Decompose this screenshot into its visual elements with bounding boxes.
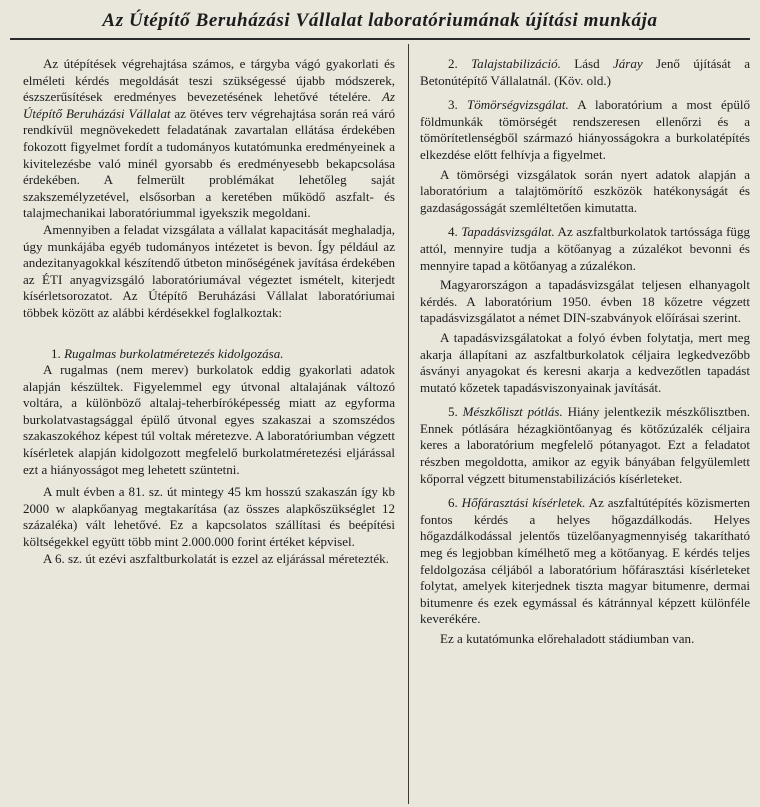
savings-paragraph: A mult évben a 81. sz. út mintegy 45 km hosszú szakaszán így kb 2000 w alapkőanyag megtakarítása (az összes alapkőszükséglet 12 százaléka) vált lehetővé. Ez a kapcsolatos szállítasi és beépítési költségekkel együtt több mint 2.000.000 forint értéket képvisel.: [23, 484, 395, 550]
road-6-paragraph: A 6. sz. út ezévi aszfaltburkolatát is ezzel az eljárással méretezték.: [43, 550, 389, 566]
intro-text-a: Az útépítések végrehajtása számos, e tárgyba vágó gyakorlati és elméleti kérdés megoldását teszi szükségessé újabb módszerek, észszerűsítések eredményes bevezetésének lehetővé tételére.: [23, 56, 395, 105]
section-4-number: 4.: [448, 224, 458, 240]
section-3-text: A laboratórium a most épülő földmunkák tömörségét rendszeresen ellenőrzi és a tömörítetlenségből származó hiányosságokra a burkolatépítés elkezdése előtt felhívja a figyelmet.: [420, 97, 750, 162]
section-4-title: Tapadásvizsgálat.: [461, 224, 555, 240]
section-3-number: 3.: [448, 97, 458, 113]
column-divider: [408, 44, 409, 804]
right-column: [420, 56, 750, 648]
closing-paragraph: Ez a kutatómunka előrehaladott stádiumban van.: [440, 631, 695, 646]
section-6-text: Az aszfaltútépítés közismerten fontos kérdés a helyes hőgazdálkodás. Helyes hőgazdálkodással jelentős tüzelőanyagmennyiség takarítható meg és legjobban kímélhető meg a kötőanyag. E kérdés teljes feldolgozása céljából a laboratórium hőfárasztási kísérleteket folytat, amelyek kiterjednek tiszta magyar bitumenre, dermai bitumenre és ezek egymással és kátránnyal képzett különféle keverékére.: [420, 495, 750, 627]
title-rule: [10, 38, 750, 40]
section-4: [420, 224, 750, 274]
company-name: Az Útépítő Beruházási Vállalat: [23, 89, 395, 121]
section-6-title: Hőfárasztási kísérletek.: [461, 495, 586, 511]
compaction-results-paragraph: A tömörségi vizsgálatok során nyert adatok alapján a laboratórium a talajtömörítő eszközök hatékonyságát és gazdaságosságát szemléltetően kimutatta.: [420, 166, 750, 215]
section-2-author: Járay: [612, 56, 643, 71]
scope-paragraph: Amennyiben a feladat vizsgálata a vállalat kapacitását meghaladja, úgy munkájába egyéb tudományos intézetet is bevon. Így például az andezitanyagokkal készítendő útbeton minőségének javítása érdekében az ÉTI anyagvizsgáló laboratóriumával végeztet ismételt, kiterjedt kísérletsorozatot. Az Útépítő Beruházási Vállalat laboratóriumai többek között az alábbi kérdésekkel foglalkoztak:: [23, 221, 395, 320]
section-2-rest: Jenő újítását a Betonútépítő Vállalatnál. (Köv. old.): [420, 56, 751, 88]
section-1-number: 1.: [51, 345, 61, 361]
intro-paragraph: [23, 56, 395, 222]
section-3-title: Tömörségvizsgálat.: [466, 97, 569, 113]
section-5: [420, 404, 750, 487]
left-column: [23, 56, 395, 567]
section-6: [420, 495, 750, 628]
adhesion-continuation-paragraph: A tapadásvizsgálatokat a folyó évben folytatja, mert meg akarja állapítani az aszfaltburkolatok céljaira legkedvezőbb ásványi anyagokat és keresni akarja a kedvezőtlen tapadást mutató kőzetek tapadásviszonyainak javítását.: [420, 329, 750, 395]
section-1-body: A rugalmas (nem merev) burkolatok eddig gyakorlati adatok alapján készültek. Figyelemmel egy útvonal altalajának változó voltára, a különböző altalaj-teherbíróképesség miatt az egyforma burkolatvastagsággal épülő útvonal egyes szakaszai a szomszédos szakaszokéhoz képest túl voltak méretezve. A laboratóriumban végzett kísérletek alapján kidolgozott megfelelő burkolatméretezési eljárással ezt a hiányosságot meg lehetett szüntetni.: [23, 362, 395, 477]
article-title: Az Útépítő Beruházási Vállalat laboratóriumának újítási munkája: [102, 10, 658, 31]
section-1-title: Rugalmas burkolatméretezés kidolgozása.: [64, 345, 284, 361]
section-5-number: 5.: [448, 404, 458, 420]
section-6-number: 6.: [448, 495, 458, 511]
section-5-text: Hiány jelentkezik mészkőlisztben. Ennek pótlására hézagkiöntőanyag és kötőzúzalék céljaira keres a laboratórium megfelelő pótanyagot. Ezt a feladatot részben megoldotta, amikor az egyik bányában felgyülemlett kőporral végzett bitumenstabilizációs kísérleteket.: [420, 404, 750, 486]
adhesion-hungary-paragraph: Magyarországon a tapadásvizsgálat teljesen elhanyagolt kérdés. A laboratórium 1950. évben 18 kőzetre végzett tapadásvizsgálatot a német DIN-szabványok előírásai szerint.: [420, 277, 750, 326]
section-5-title: Mészkőliszt pótlás.: [462, 404, 563, 420]
section-2-number: 2.: [448, 56, 458, 71]
section-2: [420, 56, 750, 89]
section-2-title: Talajstabilizáció.: [471, 56, 561, 71]
section-2-text: Lásd: [574, 56, 600, 71]
section-3: [420, 97, 750, 163]
section-1-heading: [23, 346, 395, 363]
intro-text-b: az ötéves terv végrehajtása során reá váró rendkívül megnövekedett feladatának zavartalan ellátása érdekében fokozott figyelmet fordít a tudományos kutatómunka eredményeinek a kivitelezésbe való minél gyorsabb és eredményesebb bekapcsolása érdekében. A felmerült problémákat lehetőleg saját szakszemélyzetével, elsősorban a keretében működő aszfalt- és talajmechanikai laboratóriummal igyekszik megoldani.: [23, 105, 395, 221]
section-4-text: Az aszfaltburkolatok tartóssága függ attól, mennyire tudja a kötőanyag a zúzalékot bevonni és mennyire tapad a kötőanyag a zúzalékon.: [420, 224, 750, 273]
